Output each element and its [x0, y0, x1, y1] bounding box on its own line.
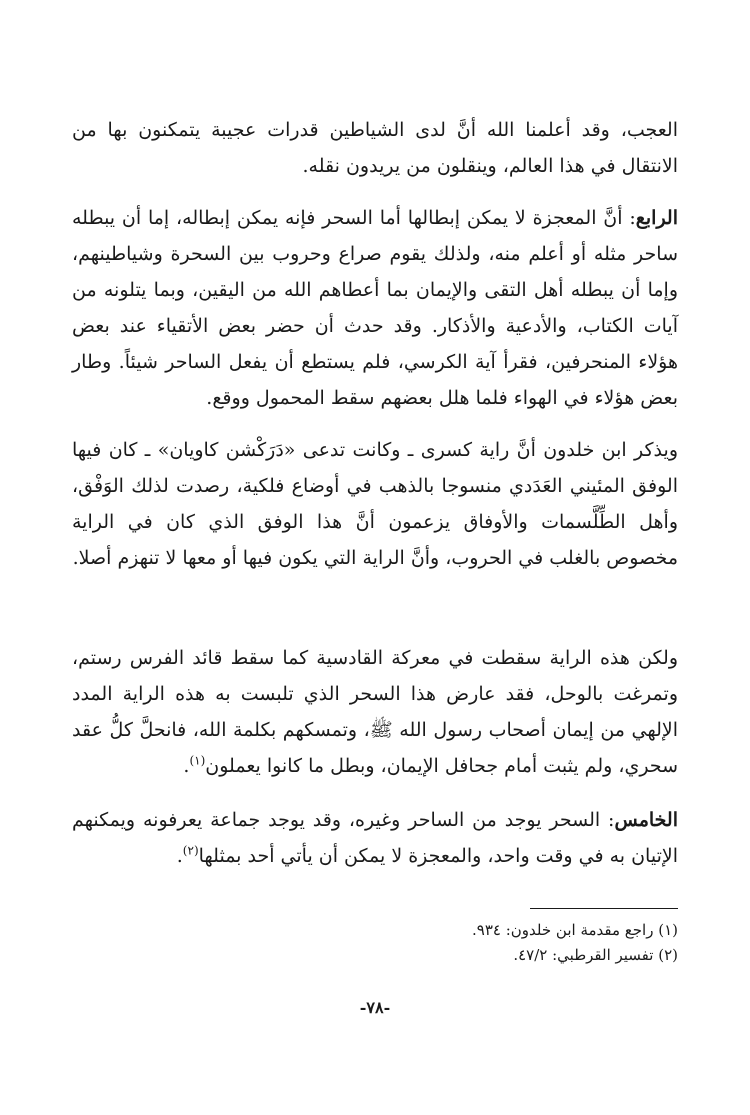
paragraph-fourth-difference: [72, 200, 678, 416]
footnotes: [72, 918, 678, 968]
paragraph-qadisiyyah: [72, 640, 678, 784]
page-number: -٧٨-: [359, 998, 391, 1017]
paragraph-text: : أنَّ المعجزة لا يمكن إبطالها أما السحر فإنه يمكن إبطاله، إما أن يبطله ساحر مثله أو أعلم منه، ولذلك يقوم صراع وحروب بين السحرة وشياطينهم، وإما أن يبطله أهل التقى والإيمان بما أعطاهم الله من اليقين، وبما يتلونه من آيات الكتاب، والأدعية والأذكار. وقد حدث أن حضر بعض الأتقياء عند بعض هؤلاء المنحرفين، فقرأ آية الكرسي، فلم يستطع أن يفعل الساحر شيئاً. وطار بعض هؤلاء في الهواء فلما هلل بعضهم سقط المحمول ووقع.: [72, 207, 678, 409]
footnote-divider: [530, 908, 678, 909]
paragraph-continuation: [72, 112, 678, 184]
footnote-2: (٢) تفسير القرطبي: ٤٧/٢.: [513, 946, 678, 964]
paragraph-text: العجب، وقد أعلمنا الله أنَّ لدى الشياطين قدرات عجيبة يتمكنون بها من الانتقال في هذا العالم، وينقلون من يريدون نقله.: [72, 119, 678, 177]
paragraph-heading: الخامس: [614, 809, 678, 831]
paragraph-text: ويذكر ابن خلدون أنَّ راية كسرى ـ وكانت تدعى «دَرَكْشن كاويان» ـ كان فيها الوفق المئيني العَدَدي منسوجا بالذهب في أوضاع فلكية، رصدت لذلك الوَفْق، وأهل الطِّلَّسمات والأوفاق يزعمون أنَّ هذا الوفق الذي كان في الراية مخصوص بالغلب في الحروب، وأنَّ الراية التي يكون فيها أو معها لا تنهزم أصلا.: [72, 439, 678, 569]
paragraph-end: .: [183, 755, 190, 777]
paragraph-heading: الرابع: [635, 207, 678, 229]
footnote-reference[interactable]: (١): [189, 753, 206, 768]
paragraph-text: : السحر يوجد من الساحر وغيره، وقد يوجد جماعة يعرفونه ويمكنهم الإتيان به في وقت واحد، والمعجزة لا يمكن أن يأتي أحد بمثلها: [72, 809, 678, 867]
footnote-1: (١) راجع مقدمة ابن خلدون: ٩٣٤.: [472, 921, 678, 939]
paragraph-ibn-khaldun: [72, 432, 678, 576]
paragraph-text: ولكن هذه الراية سقطت في معركة القادسية كما سقط قائد الفرس رستم، وتمرغت بالوحل، فقد عارض هذا السحر الذي تلبست به هذه الراية المدد الإلهي من إيمان أصحاب رسول الله ﷺ، وتمسكهم بكلمة الله، فانحلَّ كلُّ عقد سحري، ولم يثبت أمام جحافل الإيمان، وبطل ما كانوا يعملون: [72, 647, 678, 777]
paragraph-fifth-difference: [72, 802, 678, 874]
paragraph-end: .: [176, 845, 183, 867]
footnote-reference[interactable]: (٢): [182, 843, 199, 858]
